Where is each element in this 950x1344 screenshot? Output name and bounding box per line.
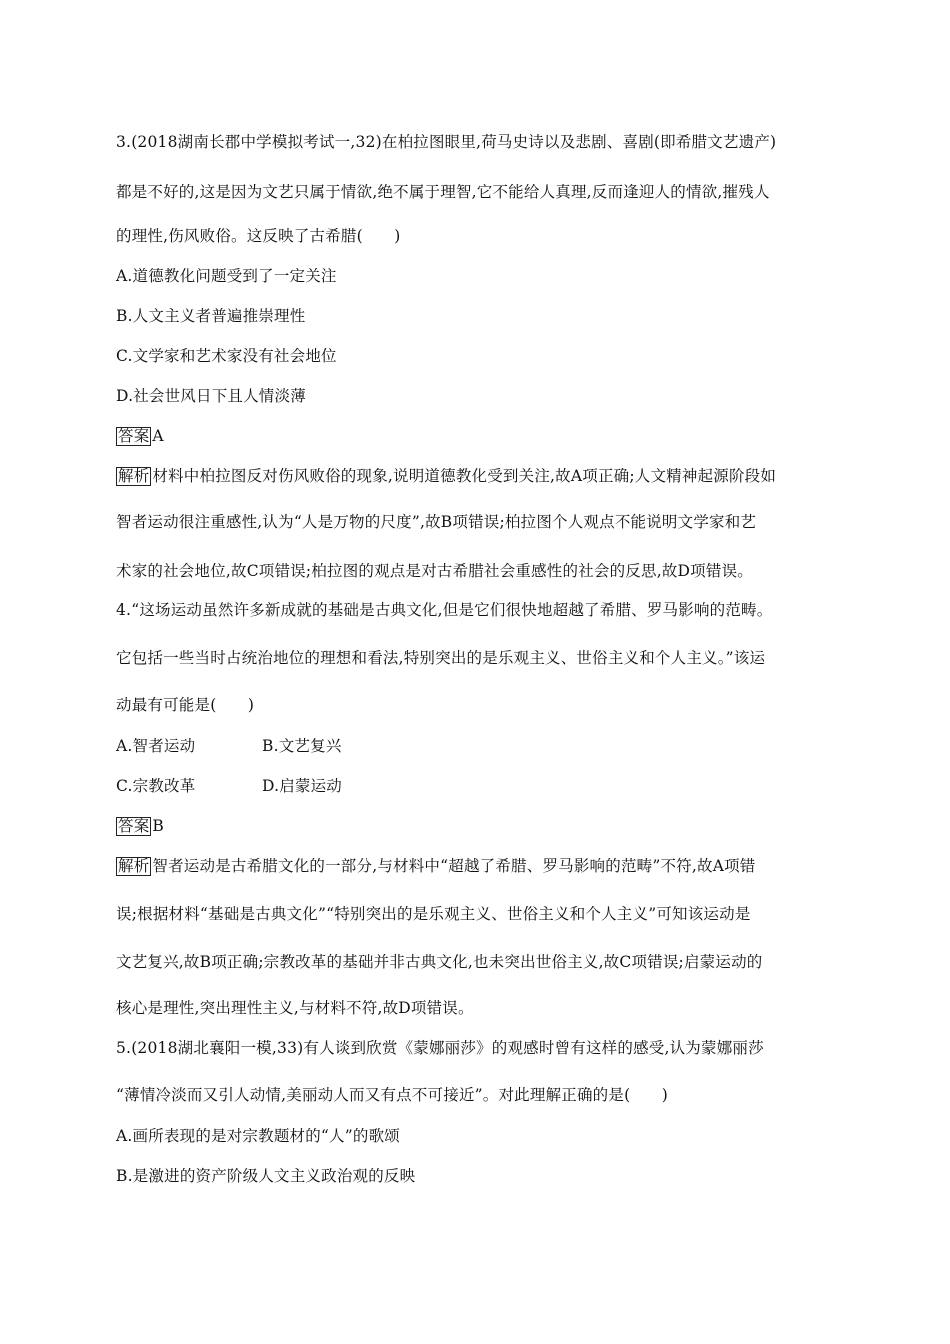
q4-options-row-2 bbox=[116, 776, 342, 796]
q4-answer-value: B bbox=[152, 817, 164, 835]
q4-options-row-1 bbox=[116, 736, 342, 756]
q3-option-a: A.道德教化问题受到了一定关注 bbox=[116, 267, 337, 285]
q3-answer-value: A bbox=[152, 427, 164, 445]
q4-option-d: D.启蒙运动 bbox=[262, 777, 343, 795]
q4-option-a: A.智者运动 bbox=[116, 737, 196, 755]
q3-option-b: B.人文主义者普遍推崇理性 bbox=[116, 307, 306, 325]
q3-option-c: C.文学家和艺术家没有社会地位 bbox=[116, 347, 337, 365]
q3-answer-row bbox=[116, 426, 164, 446]
q5-stem-line-1: 5.(2018湖北襄阳一模,33)有人谈到欣赏《蒙娜丽莎》的观感时曾有这样的感受,认为蒙娜丽莎 bbox=[116, 1039, 764, 1057]
q3-stem-line-2: 都是不好的,这是因为文艺只属于情欲,绝不属于理智,它不能给人真理,反而逢迎人的情欲,摧残人 bbox=[116, 183, 770, 201]
q4-stem-line-1: 4.“这场运动虽然许多新成就的基础是古典文化,但是它们很快地超越了希腊、罗马影响的范畴。 bbox=[116, 601, 773, 619]
q5-stem-line-2: “薄情冷淡而又引人动情,美丽动人而又有点不可接近”。对此理解正确的是( ) bbox=[116, 1086, 668, 1104]
answer-tag: 答案 bbox=[118, 427, 150, 445]
q4-analysis-line-4: 核心是理性,突出理性主义,与材料不符,故D项错误。 bbox=[116, 999, 474, 1017]
q3-analysis-line-2: 智者运动很注重感性,认为“人是万物的尺度”,故B项错误;柏拉图个人观点不能说明文学家和艺 bbox=[116, 513, 757, 531]
q4-stem-line-2: 它包括一些当时占统治地位的理想和看法,特别突出的是乐观主义、世俗主义和个人主义。”该运 bbox=[116, 649, 766, 667]
q3-analysis-line-1 bbox=[116, 466, 776, 486]
q5-option-b: B.是激进的资产阶级人文主义政治观的反映 bbox=[116, 1167, 416, 1185]
q4-option-c: C.宗教改革 bbox=[116, 777, 196, 795]
q3-analysis-text-1: 材料中柏拉图反对伤风败俗的现象,说明道德教化受到关注,故A项正确;人文精神起源阶段如 bbox=[152, 467, 777, 485]
q4-option-b: B.文艺复兴 bbox=[262, 737, 342, 755]
analysis-tag: 解析 bbox=[118, 857, 150, 875]
q3-option-d: D.社会世风日下且人情淡薄 bbox=[116, 387, 306, 405]
analysis-tag: 解析 bbox=[118, 467, 150, 485]
answer-tag: 答案 bbox=[118, 817, 150, 835]
q3-stem-line-1: 3.(2018湖南长郡中学模拟考试一,32)在柏拉图眼里,荷马史诗以及悲剧、喜剧(即希腊文艺遗产) bbox=[116, 133, 777, 151]
q4-answer-row bbox=[116, 816, 164, 836]
q5-option-a: A.画所表现的是对宗教题材的“人”的歌颂 bbox=[116, 1127, 400, 1145]
q4-analysis-text-1: 智者运动是古希腊文化的一部分,与材料中“超越了希腊、罗马影响的范畴”不符,故A项错 bbox=[152, 857, 756, 875]
q4-analysis-line-3: 文艺复兴,故B项正确;宗教改革的基础并非古典文化,也未突出世俗主义,故C项错误;启蒙运动的 bbox=[116, 953, 763, 971]
q3-stem-line-3: 的理性,伤风败俗。这反映了古希腊( ) bbox=[116, 227, 401, 245]
q4-analysis-line-2: 误;根据材料“基础是古典文化”“特别突出的是乐观主义、世俗主义和个人主义”可知该运动是 bbox=[116, 905, 751, 923]
q3-analysis-line-3: 术家的社会地位,故C项错误;柏拉图的观点是对古希腊社会重感性的社会的反思,故D项错误。 bbox=[116, 562, 753, 580]
q4-stem-line-3: 动最有可能是( ) bbox=[116, 696, 255, 714]
q4-analysis-line-1 bbox=[116, 856, 756, 876]
